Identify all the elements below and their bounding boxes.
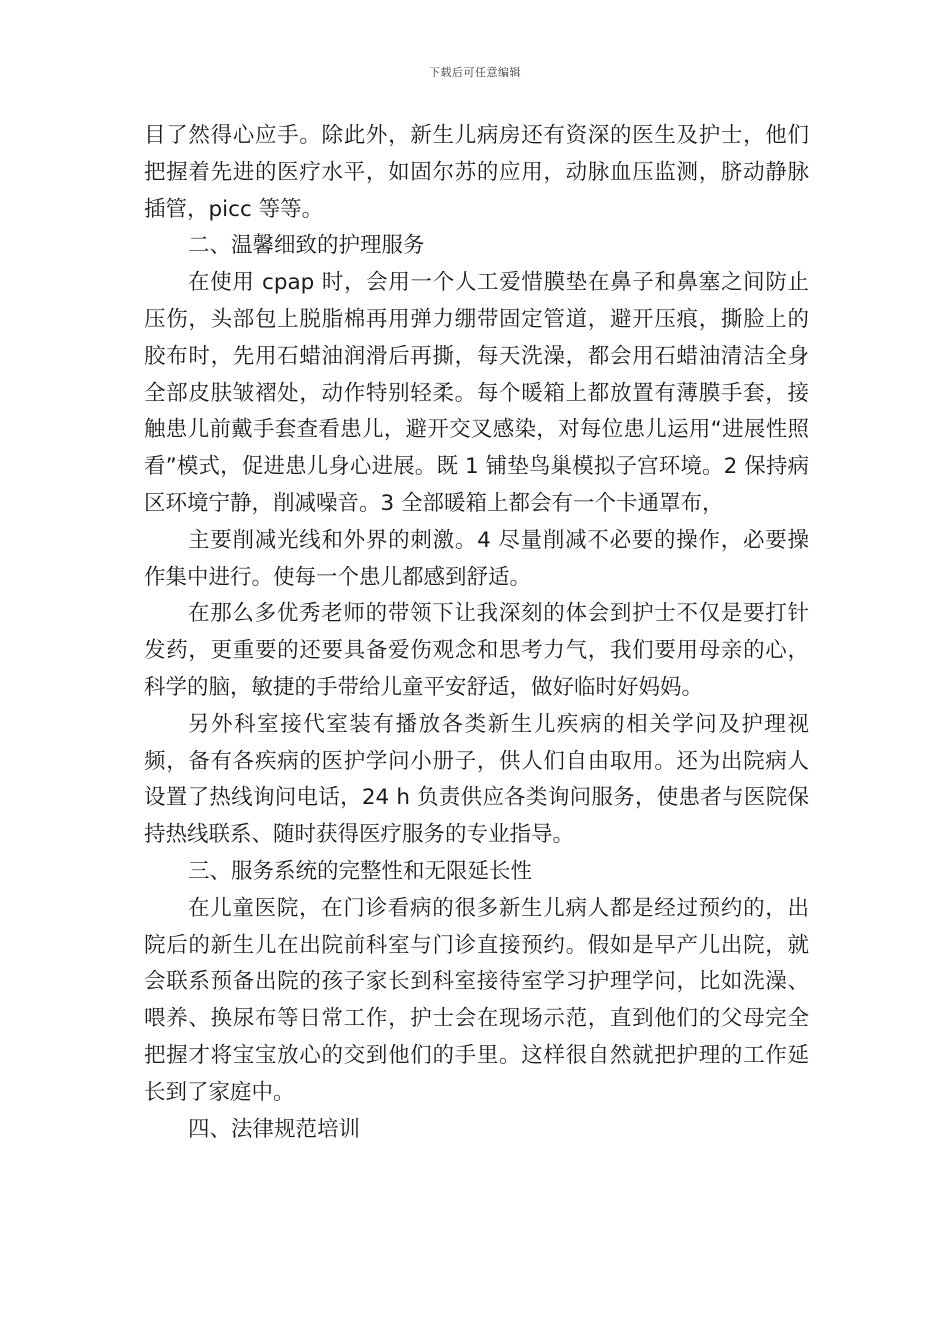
page-header: 下载后可任意编辑 (429, 66, 521, 79)
paragraph-continuation: 目了然得心应手。除此外，新生儿病房还有资深的医生及护士，他们把握着先进的医疗水平，如固尔苏的应用，动脉血压监测，脐动静脉插管，picc 等等。 (144, 123, 809, 222)
document-body (144, 118, 809, 1148)
paragraph: 在那么多优秀老师的带领下让我深刻的体会到护士不仅是要打针发药，更重要的还要具备爱伤观念和思考力气，我们要用母亲的心，科学的脑，敏捷的手带给儿童平安舒适，做好临时好妈妈。 (144, 601, 809, 700)
paragraph: 另外科室接代室装有播放各类新生儿疾病的相关学问及护理视频，备有各疾病的医护学问小册子，供人们自由取用。还为出院病人设置了热线询问电话，24 h 负责供应各类询问服务，使患者与医院保持热线联系、随时获得医疗服务的专业指导。 (144, 711, 809, 848)
paragraph: 在使用 cpap 时，会用一个人工爱惜膜垫在鼻子和鼻塞之间防止压伤，头部包上脱脂棉再用弹力绷带固定管道，避开压痕，撕脸上的胶布时，先用石蜡油润滑后再撕，每天洗澡，都会用石蜡油清洁全身全部皮肤皱褶处，动作特别轻柔。每个暖箱上都放置有薄膜手套，接触患儿前戴手套查看患儿，避开交叉感染，对每位患儿运用“进展性照看”模式，促进患儿身心进展。既 1 铺垫鸟巢模拟子宫环境。2 保持病区环境宁静，削减噪音。3 全部暖箱上都会有一个卡通罩布， (144, 270, 809, 516)
paragraph: 主要削减光线和外界的刺激。4 尽量削减不必要的操作，必要操作集中进行。使每一个患儿都感到舒适。 (144, 527, 809, 590)
paragraph: 在儿童医院，在门诊看病的很多新生儿病人都是经过预约的，出院后的新生儿在出院前科室与门诊直接预约。假如是早产儿出院，就会联系预备出院的孩子家长到科室接待室学习护理学问，比如洗澡、喂养、换尿布等日常工作，护士会在现场示范，直到他们的父母完全把握才将宝宝放心的交到他们的手里。这样很自然就把护理的工作延长到了家庭中。 (144, 895, 809, 1105)
section-heading-3: 三、服务系统的完整性和无限延长性 (188, 858, 533, 884)
section-heading-2: 二、温馨细致的护理服务 (188, 233, 425, 259)
section-heading-4: 四、法律规范培训 (188, 1116, 361, 1142)
